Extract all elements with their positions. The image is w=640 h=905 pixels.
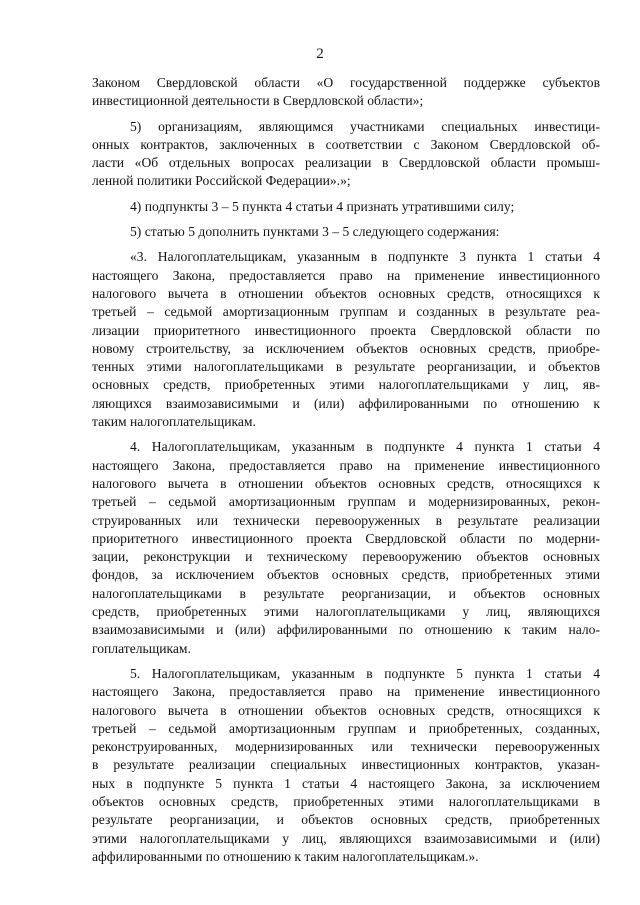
document-body bbox=[92, 74, 600, 873]
text-line: ляющихся взаимозависимыми и (или) аффилированными по отношению к bbox=[92, 395, 600, 411]
text-line: налогоплательщиками в результате реорганизации, и объектов основных bbox=[92, 585, 600, 601]
text-line: реконструированных, модернизированных или технически перевооруженных bbox=[92, 739, 600, 755]
text-line: этими налогоплательщиками у лиц, являющихся взаимозависимыми и (или) bbox=[92, 830, 600, 846]
text-line: взаимозависимыми и (или) аффилированными по отношению к таким нало- bbox=[92, 622, 600, 638]
paragraph bbox=[92, 74, 600, 111]
paragraph bbox=[92, 665, 600, 866]
text-line: третьей – седьмой амортизационным группам и приобретенных, созданных, bbox=[92, 720, 600, 736]
text-line: 5) статью 5 дополнить пунктами 3 – 5 следующего содержания: bbox=[130, 224, 500, 240]
text-line: «3. Налогоплательщикам, указанным в подпункте 3 пункта 1 статьи 4 bbox=[130, 249, 600, 265]
text-line: Законом Свердловской области «О государственной поддержке субъектов bbox=[92, 75, 600, 90]
text-line: средств, приобретенных этими налогоплательщиками у лиц, являющихся bbox=[92, 604, 600, 620]
text-line: зации, реконструкции и техническому перевооружению объектов основных bbox=[92, 549, 600, 565]
text-line: налогового вычета в отношении объектов основных средств, относящихся к bbox=[92, 702, 600, 718]
text-line: настоящего Закона, предоставляется право на применение инвестиционного bbox=[92, 457, 600, 473]
text-line: ласти «Об отдельных вопросах реализации в Свердловской области промыш- bbox=[92, 155, 600, 171]
text-line: новому строительству, за исключением объектов основных средств, приобре- bbox=[92, 340, 600, 356]
text-line: инвестиционной деятельности в Свердловской области»; bbox=[92, 93, 424, 109]
text-line: таким налогоплательщикам. bbox=[92, 414, 256, 430]
text-line: 5. Налогоплательщикам, указанным в подпункте 5 пункта 1 статьи 4 bbox=[130, 665, 600, 681]
text-line: аффилированными по отношению к таким налогоплательщикам.». bbox=[92, 848, 479, 864]
text-line: онных контрактов, заключенных в соответствии с Законом Свердловской об- bbox=[92, 136, 600, 152]
paragraph bbox=[92, 248, 600, 431]
text-line: результате реорганизации, и объектов основных средств, приобретенных bbox=[92, 812, 600, 828]
text-line: 4) подпункты 3 – 5 пункта 4 статьи 4 признать утратившими силу; bbox=[130, 198, 515, 214]
text-line: настоящего Закона, предоставляется право на применение инвестиционного bbox=[92, 267, 600, 283]
text-line: гоплательщикам. bbox=[92, 640, 191, 656]
text-line: тенных этими налогоплательщиками в результате реорганизации, и объектов bbox=[92, 359, 600, 375]
text-line: налогового вычета в отношении объектов основных средств, относящихся к bbox=[92, 285, 600, 301]
text-line: ленной политики Российской Федерации».»; bbox=[92, 173, 351, 189]
text-line: 4. Налогоплательщикам, указанным в подпункте 4 пункта 1 статьи 4 bbox=[130, 439, 600, 455]
text-line: объектов основных средств, приобретенных этими налогоплательщиками в bbox=[92, 793, 600, 809]
page-number: 2 bbox=[316, 46, 324, 62]
text-line: третьей – седьмой амортизационным группам и модернизированных, рекон- bbox=[92, 494, 600, 510]
text-line: ных в подпункте 5 пункта 1 статьи 4 настоящего Закона, за исключением bbox=[92, 775, 600, 791]
text-line: струированных или технически перевооруженных в результате реализации bbox=[92, 512, 600, 528]
text-line: фондов, за исключением объектов основных средств, приобретенных этими bbox=[92, 567, 600, 583]
text-line: в результате реализации специальных инвестиционных контрактов, указан- bbox=[92, 757, 600, 773]
text-line: приоритетного инвестиционного проекта Свердловской области по модерни- bbox=[92, 530, 600, 546]
text-line: третьей – седьмой амортизационным группам и созданных в результате реа- bbox=[92, 304, 600, 320]
text-line: 5) организациям, являющимся участниками специальных инвестици- bbox=[130, 118, 600, 134]
paragraph bbox=[92, 223, 600, 241]
text-line: лизации приоритетного инвестиционного проекта Свердловской области по bbox=[92, 322, 600, 338]
text-line: настоящего Закона, предоставляется право на применение инвестиционного bbox=[92, 684, 600, 700]
paragraph bbox=[92, 198, 600, 216]
text-line: налогового вычета в отношении объектов основных средств, относящихся к bbox=[92, 475, 600, 491]
paragraph bbox=[92, 438, 600, 658]
paragraph bbox=[92, 118, 600, 191]
text-line: основных средств, приобретенных этими налогоплательщиками у лиц, яв- bbox=[92, 377, 600, 393]
